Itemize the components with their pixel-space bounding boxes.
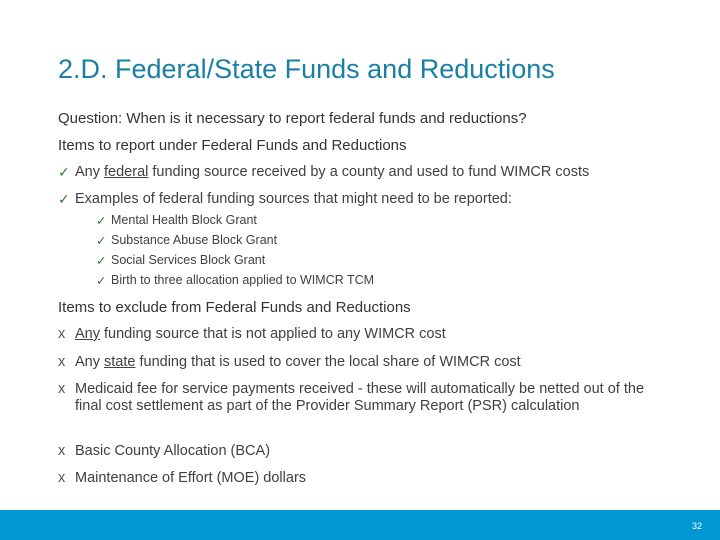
exclude-item: x Any funding source that is not applied to any WIMCR cost: [58, 326, 446, 342]
example-item: ✓ Substance Abuse Block Grant: [96, 233, 278, 248]
page-number: 32: [691, 521, 702, 531]
check-icon: ✓: [58, 191, 70, 207]
slide-title: 2.D. Federal/State Funds and Reductions: [58, 54, 555, 84]
cross-icon: x: [58, 443, 66, 459]
report-heading: Items to report under Federal Funds and Reductions: [58, 137, 407, 154]
cross-icon: x: [58, 470, 66, 486]
example-item: ✓ Mental Health Block Grant: [96, 213, 257, 228]
check-icon: ✓: [58, 164, 70, 180]
footer-bar: [0, 510, 720, 540]
example-item: ✓ Birth to three allocation applied to WIMCR TCM: [96, 273, 375, 288]
exclude-heading: Items to exclude from Federal Funds and Reductions: [58, 299, 411, 316]
question-text: Question: When is it necessary to report federal funds and reductions?: [58, 110, 527, 127]
report-item: ✓ Any federal funding source received by a county and used to fund WIMCR costs: [58, 164, 590, 180]
check-icon: ✓: [96, 274, 107, 288]
exclude-item: x Basic County Allocation (BCA): [58, 443, 271, 459]
exclude-item: x Medicaid fee for service payments received - these will automatically be netted out of the final cost settlement as part of the Provider Summary Report (PSR) calculation: [58, 381, 645, 414]
exclude-item: x Any state funding that is used to cover the local share of WIMCR cost: [58, 354, 521, 370]
check-icon: ✓: [96, 234, 107, 248]
cross-icon: x: [58, 381, 66, 397]
example-item: ✓ Social Services Block Grant: [96, 253, 266, 268]
exclude-item: x Maintenance of Effort (MOE) dollars: [58, 470, 307, 486]
check-icon: ✓: [96, 214, 107, 228]
cross-icon: x: [58, 354, 66, 370]
cross-icon: x: [58, 326, 66, 342]
report-item: ✓ Examples of federal funding sources that might need to be reported:: [58, 191, 512, 207]
check-icon: ✓: [96, 254, 107, 268]
